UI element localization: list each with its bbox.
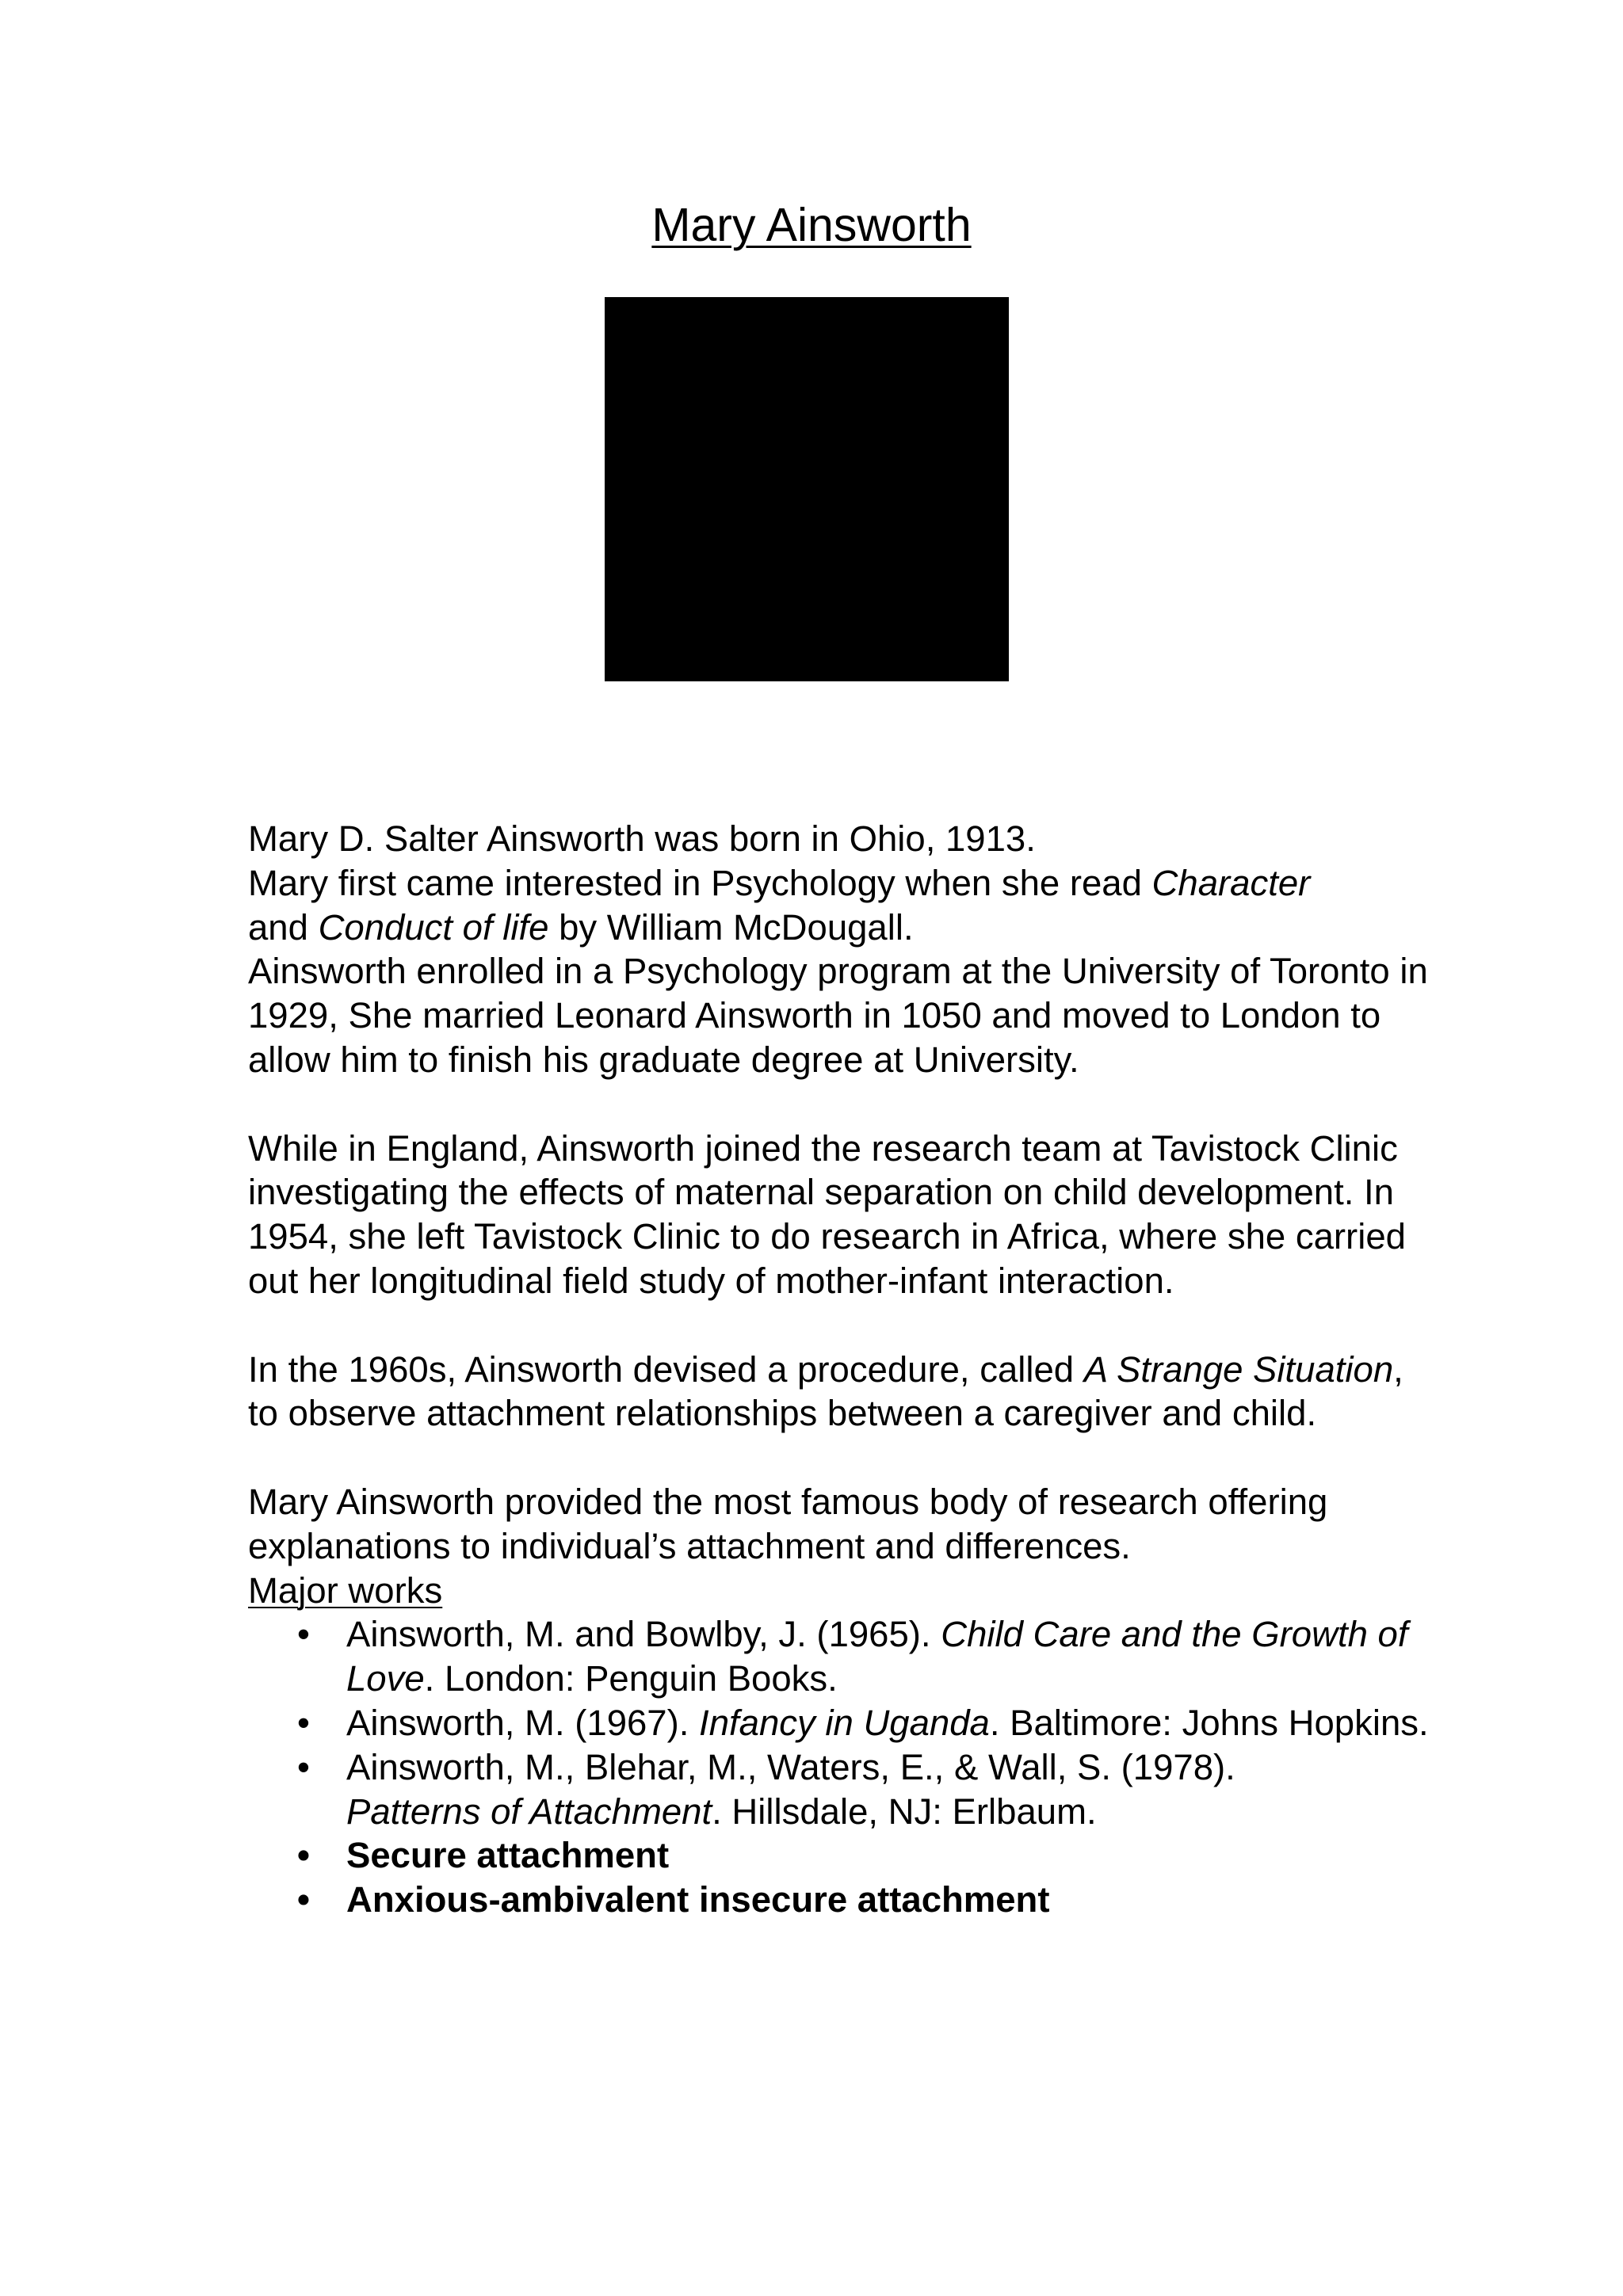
research-paragraph: Mary Ainsworth provided the most famous body of research offering explanations to individual’s attachment and differences.	[248, 1481, 1328, 1566]
page-title: Mary Ainsworth	[651, 199, 972, 251]
education-paragraph: Ainsworth enrolled in a Psychology program at the University of Toronto in 1929, She married Leonard Ainsworth in 1050 and moved to London to allow him to finish his graduate degree at University.	[248, 951, 1428, 1080]
bullet-icon: •	[297, 1879, 310, 1920]
portrait-image	[605, 297, 1009, 681]
work-citation: Ainsworth, M., Blehar, M., Waters, E., & Wall, S. (1978).	[346, 1746, 1235, 1787]
book-title-conduct: Conduct of life	[318, 906, 549, 948]
strange-situation-text: In the 1960s, Ainsworth devised a procedure, called	[248, 1348, 1084, 1390]
interest-text-author: by William McDougall.	[548, 906, 914, 948]
work-citation: Ainsworth, M. and Bowlby, J. (1965).	[346, 1614, 941, 1655]
attachment-type-item	[248, 1833, 1437, 1878]
interest-sentence	[248, 861, 1437, 950]
work-item	[248, 1745, 1437, 1834]
interest-text-and: and	[248, 906, 319, 948]
major-works-list	[248, 1612, 1437, 1922]
attachment-type-anxious: Anxious-ambivalent insecure attachment	[346, 1879, 1050, 1920]
paragraph-gap	[248, 1082, 1437, 1127]
attachment-type-item	[248, 1878, 1437, 1922]
work-item	[248, 1701, 1437, 1745]
work-publisher: . Hillsdale, NJ: Erlbaum.	[712, 1791, 1097, 1832]
work-title: Patterns of Attachment	[346, 1791, 712, 1832]
bullet-icon: •	[297, 1746, 310, 1787]
book-title-character: Character	[1151, 862, 1311, 903]
birth-text: Mary D. Salter Ainsworth was born in Ohio, 1913.	[248, 818, 1036, 859]
strange-situation-text-end: , to observe attachment relationships between a caregiver and child.	[248, 1348, 1403, 1434]
work-item	[248, 1612, 1437, 1701]
england-paragraph: While in England, Ainsworth joined the research team at Tavistock Clinic investigating the effects of maternal separation on child development. In 1954, she left Tavistock Clinic to do research in Africa, where she carried out her longitudinal field study of mother-infant interaction.	[248, 1127, 1406, 1301]
bullet-icon: •	[297, 1702, 310, 1743]
major-works-heading: Major works	[248, 1569, 443, 1611]
strange-situation-paragraph	[248, 1348, 1437, 1436]
work-publisher: . Baltimore: Johns Hopkins.	[989, 1702, 1429, 1743]
interest-text: Mary first came interested in Psychology when she read	[248, 862, 1152, 903]
bullet-icon: •	[297, 1835, 310, 1876]
work-title: Infancy in Uganda	[699, 1702, 990, 1743]
paragraph-gap	[248, 1436, 1437, 1480]
document-body	[248, 817, 1437, 1922]
birth-sentence	[248, 817, 1437, 861]
work-publisher: . London: Penguin Books.	[424, 1658, 838, 1699]
strange-situation-title: A Strange Situation	[1083, 1348, 1394, 1390]
work-citation: Ainsworth, M. (1967).	[346, 1702, 700, 1743]
attachment-type-secure: Secure attachment	[346, 1835, 670, 1876]
paragraph-gap	[248, 1303, 1437, 1348]
work-title: Child Care and the Growth of Love	[346, 1614, 1408, 1699]
bullet-icon: •	[297, 1614, 310, 1655]
